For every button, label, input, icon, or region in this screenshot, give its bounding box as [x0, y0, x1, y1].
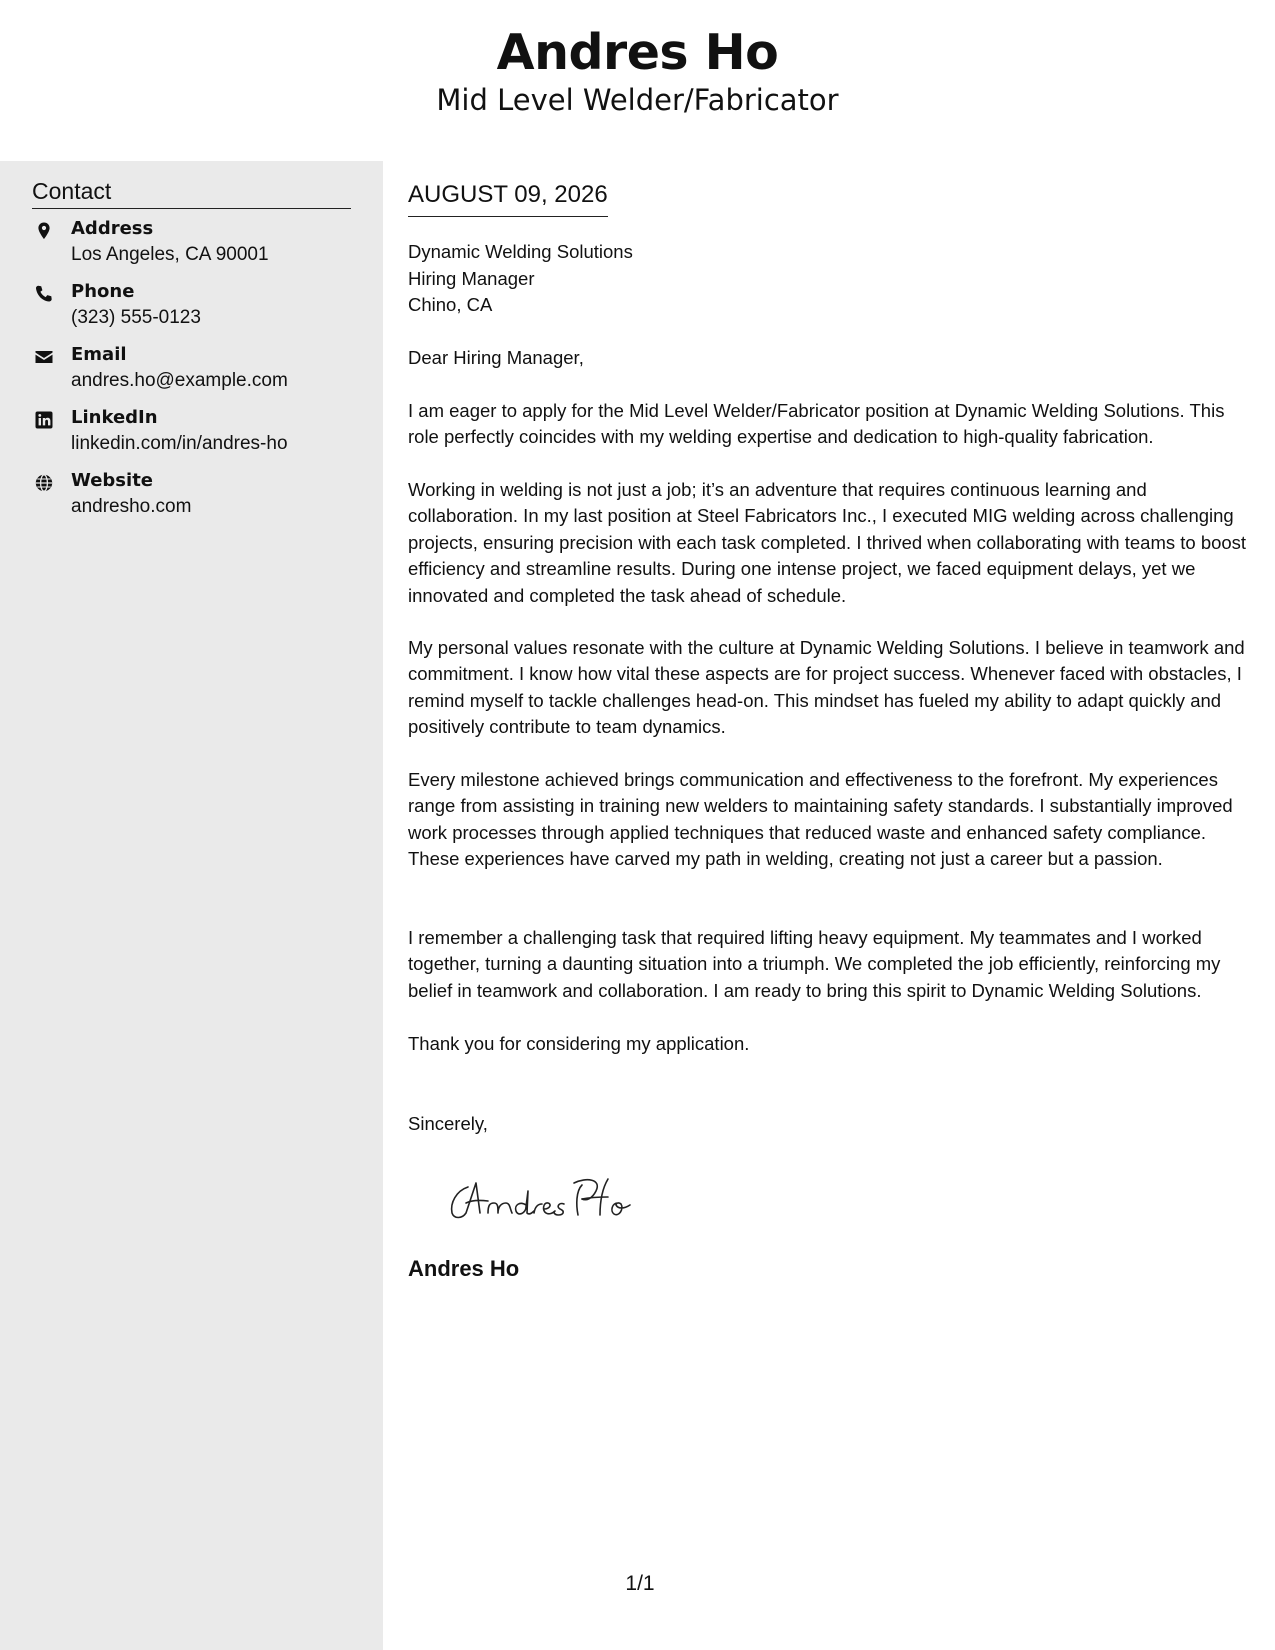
contact-value: linkedin.com/in/andres-ho [71, 433, 288, 454]
paragraph: Every milestone achieved brings communication and effectiveness to the forefront. My experiences range from assisting in training new welders to maintaining safety standards. I substantially improved work processes through applied techniques that reduced waste and enhanced safety compliance. These experiences have carved my path in welding, creating not just a career but a passion. [408, 769, 1233, 870]
applicant-name: Andres Ho [496, 24, 779, 81]
recipient-role: Hiring Manager [408, 267, 535, 289]
letter-header [0, 0, 1275, 160]
contact-value: andresho.com [71, 496, 192, 517]
contact-item-address [32, 217, 362, 273]
contact-label: Phone [71, 281, 135, 302]
salutation: Dear Hiring Manager, [408, 347, 584, 368]
contact-item-email [32, 343, 362, 399]
recipient-block [408, 239, 633, 319]
phone-icon [34, 284, 54, 304]
signed-name: Andres Ho [408, 1256, 520, 1281]
contact-value: Los Angeles, CA 90001 [71, 244, 269, 265]
paragraph: I remember a challenging task that required lifting heavy equipment. My teammates and I worked together, turning a daunting situation into a triumph. We completed the job efficiently, reinforcing my belief in teamwork and collaboration. I am ready to bring this spirit to Dynamic Welding Solutions. [408, 927, 1221, 1001]
contact-label: LinkedIn [71, 407, 158, 428]
globe-icon [34, 473, 54, 493]
contact-value: (323) 555-0123 [71, 307, 201, 328]
contact-item-linkedin [32, 406, 362, 462]
contact-label: Website [71, 470, 154, 491]
linkedin-icon [34, 410, 54, 430]
contact-value: andres.ho@example.com [71, 370, 288, 391]
signature-image [446, 1169, 646, 1225]
paragraph: I am eager to apply for the Mid Level Welder/Fabricator position at Dynamic Welding Solutions. This role perfectly coincides with my welding expertise and dedication to high-quality fabrication. [408, 400, 1225, 448]
map-pin-icon [34, 221, 54, 241]
contact-label: Email [71, 344, 127, 365]
applicant-title: Mid Level Welder/Fabricator [436, 83, 839, 117]
recipient-location: Chino, CA [408, 294, 493, 315]
sign-off: Sincerely, [408, 1113, 488, 1134]
paragraph: Working in welding is not just a job; it’s an adventure that requires continuous learning and collaboration. In my last position at Steel Fabricators Inc., I executed MIG welding across challenging projects, ensuring precision with each task completed. I thrived when collaborating with teams to boost efficiency and streamline results. During one intense project, we faced equipment delays, yet we innovated and completed the task ahead of schedule. [408, 479, 1247, 606]
contact-sidebar [0, 161, 383, 1650]
page-number: 1/1 [625, 1572, 655, 1595]
contact-item-phone [32, 280, 362, 336]
paragraph: My personal values resonate with the culture at Dynamic Welding Solutions. I believe in teamwork and commitment. I know how vital these aspects are for project success. Whenever faced with obstacles, I remind myself to tackle challenges head-on. This mindset has fueled my ability to adapt quickly and positively contribute to team dynamics. [408, 637, 1245, 738]
envelope-icon [34, 347, 54, 367]
contact-label: Address [71, 218, 154, 239]
letter-date: AUGUST 09, 2026 [408, 179, 608, 217]
recipient-company: Dynamic Welding Solutions [408, 241, 633, 262]
contact-item-website [32, 469, 362, 525]
closing-line: Thank you for considering my application. [408, 1033, 750, 1054]
contact-heading: Contact [32, 175, 351, 209]
